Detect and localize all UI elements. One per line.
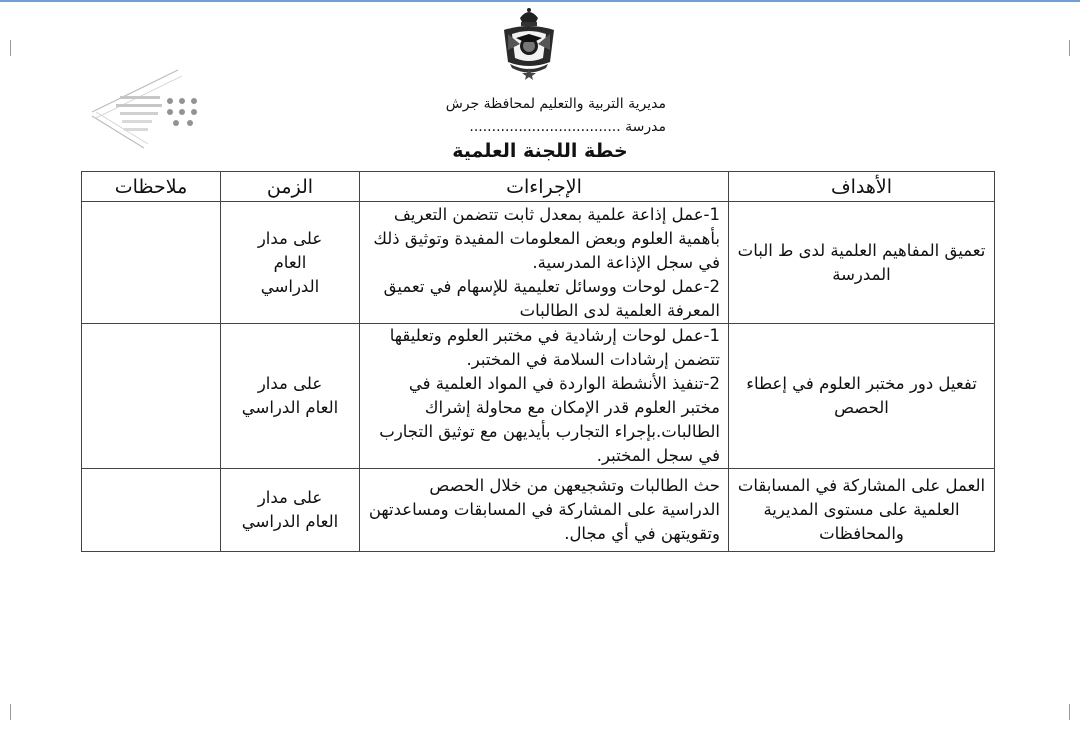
document-title: خطة اللجنة العلمية	[452, 140, 628, 162]
table-row	[82, 202, 995, 324]
crop-mark-top-left	[0, 40, 11, 56]
procedure-item: 2-عمل لوحات ووسائل تعليمية للإسهام في تعميق المعرفة العلمية لدى الطالبات	[383, 276, 720, 320]
notes-cell	[82, 469, 221, 552]
plan-table	[81, 171, 995, 552]
time-line: العام الدراسي	[241, 398, 339, 417]
time-line: العام	[273, 252, 307, 272]
crop-mark-bottom-right	[1069, 704, 1080, 720]
top-border-line	[0, 0, 1080, 2]
notes-cell	[82, 324, 221, 469]
school-blank: ..................................	[469, 119, 621, 135]
procedure-item: 2-تنفيذ الأنشطة الواردة في المواد العلمية في مختبر العلوم قدر الإمكان مع محاولة إشراك الطالبات.بإجراء التجارب بأيديهن مع توثيق التجارب في سجل المختبر.	[379, 374, 720, 465]
procedure-item: حث الطالبات وتشجيعهن من خلال الحصص الدراسية على المشاركة في المسابقات ومساعدتهن وتقويتهن في أي مجال.	[368, 476, 720, 543]
time-cell	[221, 469, 360, 552]
table-row	[82, 324, 995, 469]
goal-cell: تفعيل دور مختبر العلوم في إعطاء الحصص	[729, 324, 995, 469]
time-line: على مدار	[257, 228, 323, 248]
time-cell	[221, 202, 360, 324]
procedure-item: 1-عمل إذاعة علمية بمعدل ثابت تتضمن التعريف بأهمية العلوم وبعض المعلومات المفيدة وتوثيق ذلك في سجل الإذاعة المدرسية.	[373, 204, 720, 272]
procedures-cell	[360, 202, 729, 324]
goal-cell: العمل على المشاركة في المسابقات العلمية على مستوى المديرية والمحافظات	[729, 469, 995, 552]
stamp-icon	[86, 68, 202, 154]
time-line: على مدار	[257, 374, 323, 393]
table-row	[82, 469, 995, 552]
emblem-icon	[498, 4, 560, 80]
goal-cell: تعميق المفاهيم العلمية لدى ط البات المدرسة	[729, 202, 995, 324]
header-procedures: الإجراءات	[360, 172, 729, 202]
time-line: على مدار	[257, 488, 323, 507]
header-time: الزمن	[221, 172, 360, 202]
crop-mark-top-right	[1069, 40, 1080, 56]
notes-cell	[82, 202, 221, 324]
header-notes: ملاحظات	[82, 172, 221, 202]
table-header-row	[82, 172, 995, 202]
crop-mark-bottom-left	[0, 704, 11, 720]
procedure-item: 1-عمل لوحات إرشادية في مختبر العلوم وتعليقها تتضمن إرشادات السلامة في المختبر.	[389, 326, 720, 369]
procedures-cell	[360, 324, 729, 469]
time-line: الدراسي	[260, 276, 320, 296]
time-line: العام الدراسي	[241, 512, 339, 531]
school-label: مدرسة	[625, 119, 666, 135]
header-goals: الأهداف	[729, 172, 995, 202]
directorate-line: مديرية التربية والتعليم لمحافظة جرش	[445, 96, 666, 112]
procedures-cell	[360, 469, 729, 552]
school-line	[469, 119, 666, 135]
time-cell	[221, 324, 360, 469]
